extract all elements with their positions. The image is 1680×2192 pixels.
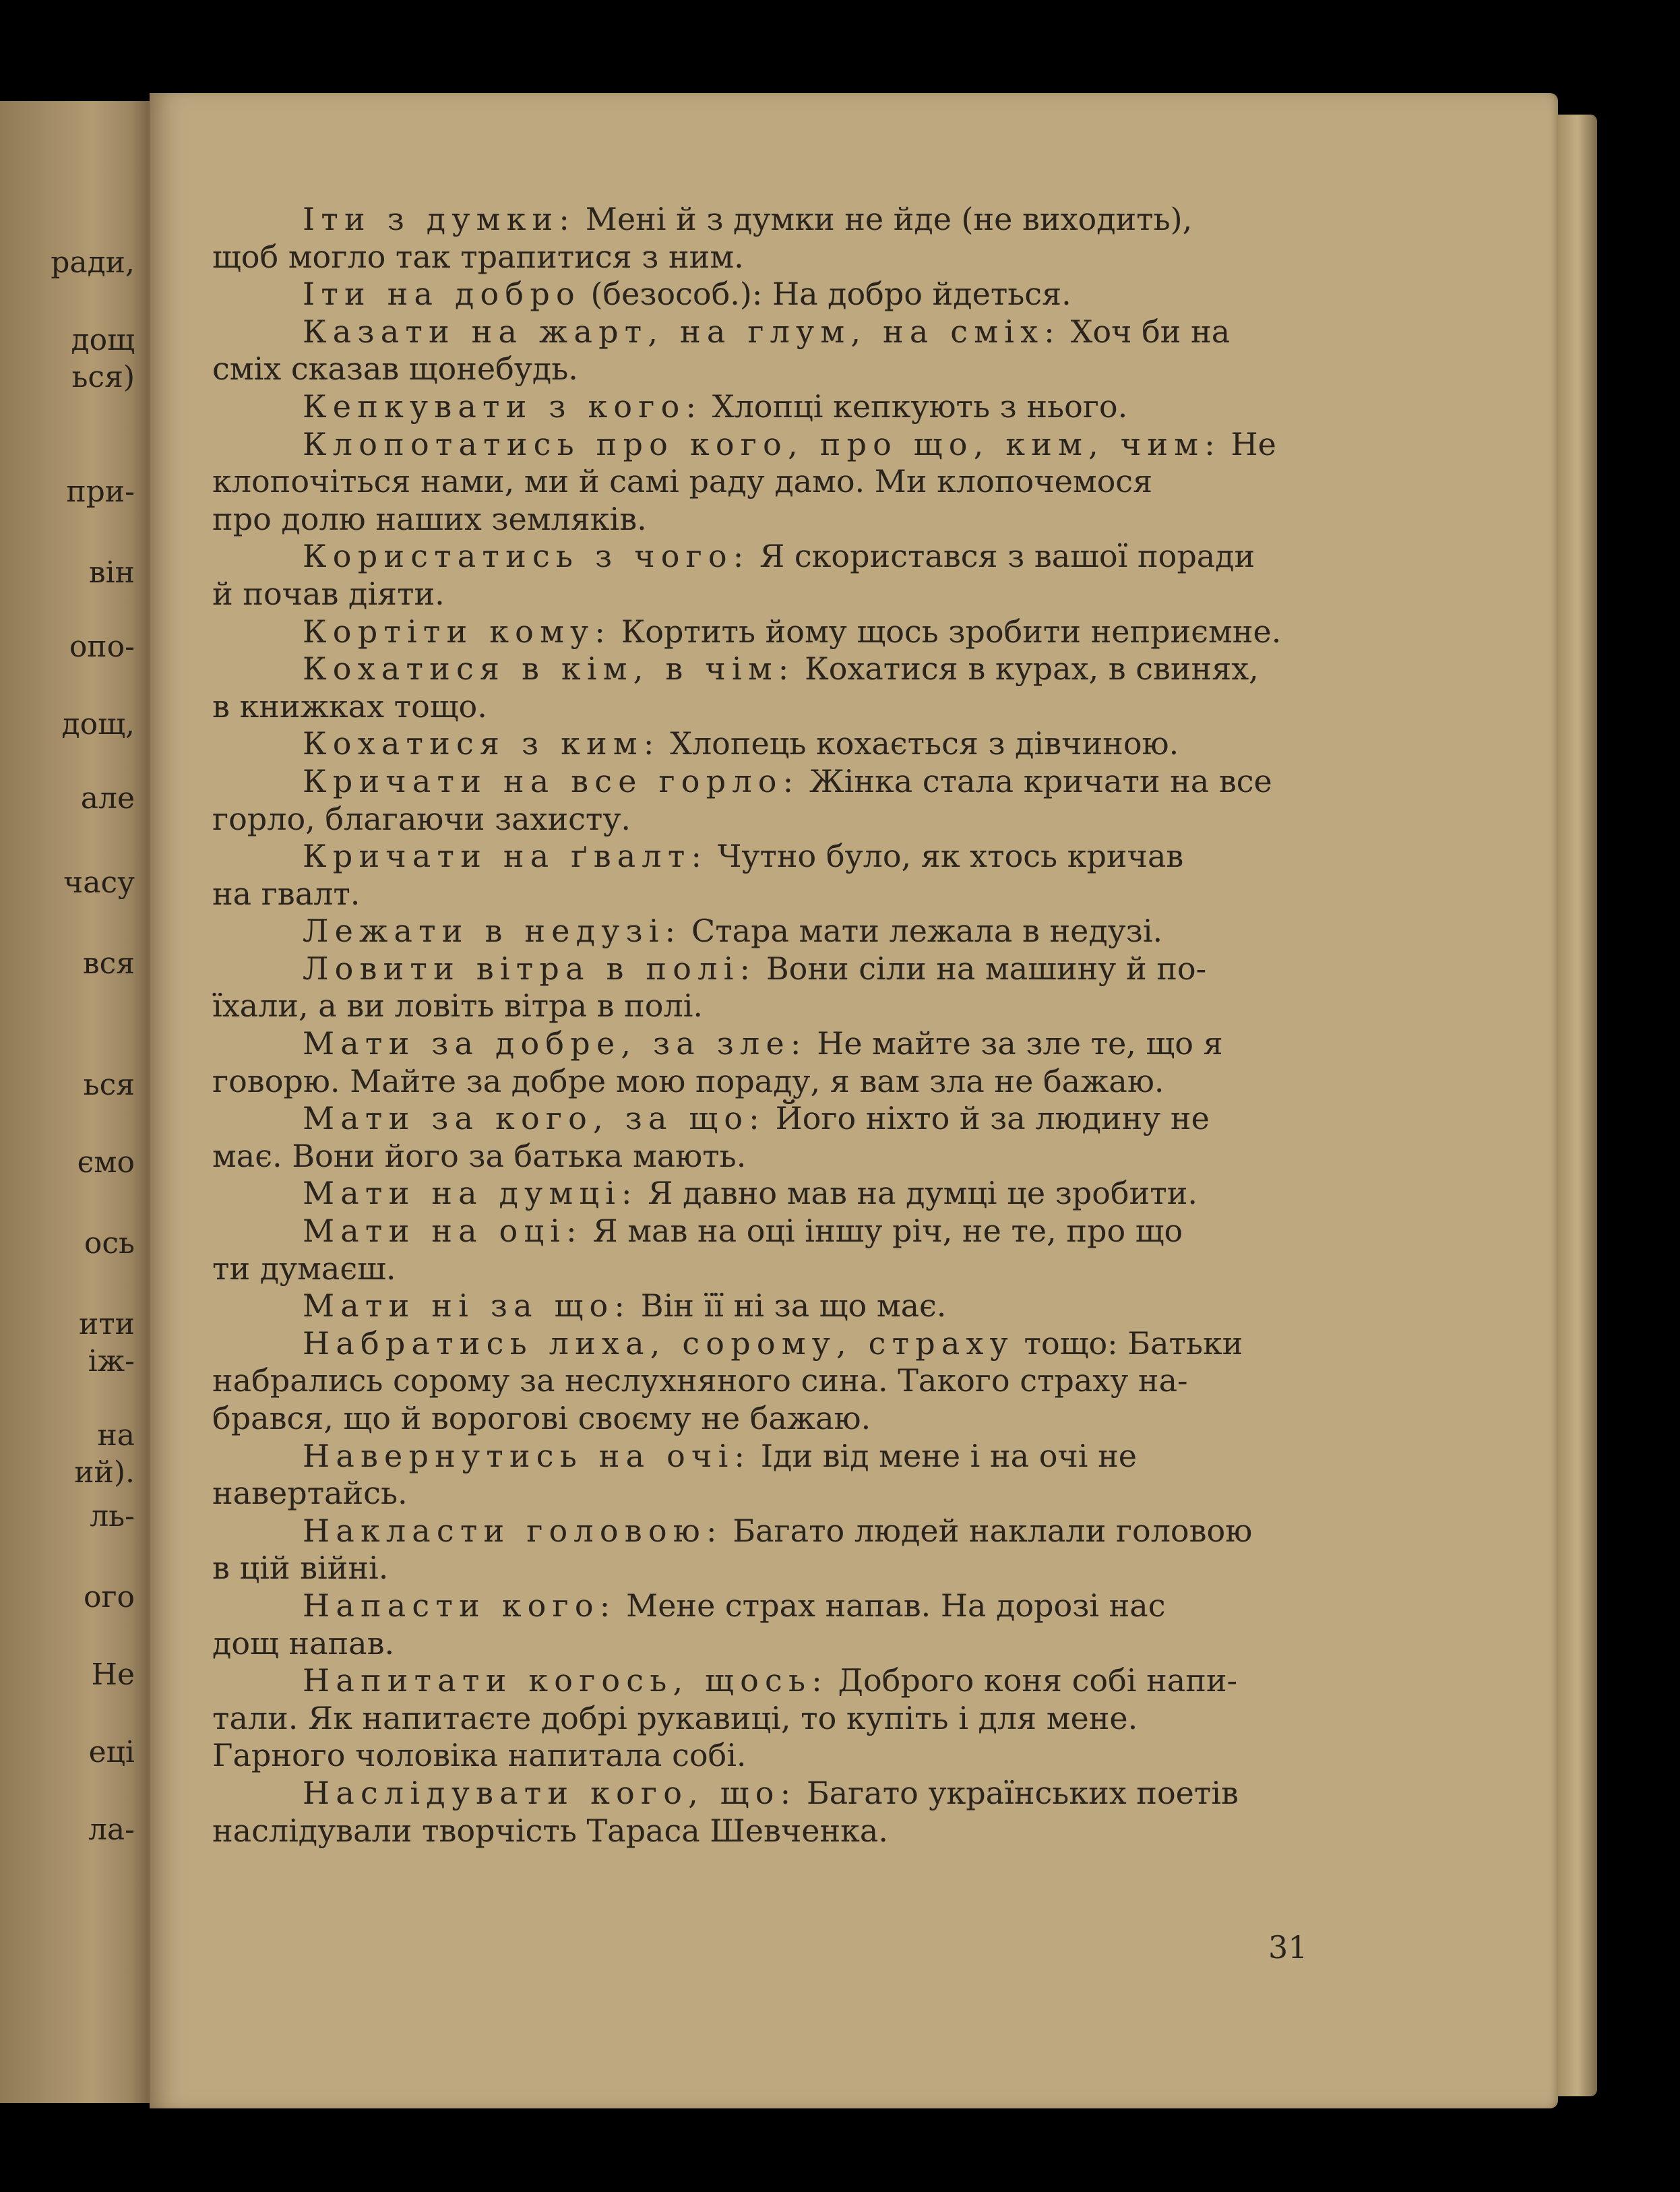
entry-text: дощ напав. [212,1624,395,1662]
entry-headword: Кричати на ґвалт: [303,838,708,875]
entry-text: Не майте за зле те, що я [817,1025,1223,1062]
entry-headword: Мати на оці: [303,1213,583,1250]
entry-line [212,1625,1317,1663]
left-page-fragment: на [97,1419,135,1453]
entry-text: Стара мати лежала в недузі. [691,913,1163,950]
entry-headword: Мати за кого, за що: [303,1100,766,1137]
entry-headword: Наслідувати кого, що: [303,1774,797,1811]
left-page-fragment: але [80,782,135,816]
entry-headword: Іти з думки: [303,201,576,237]
entry-headword: Напитати когось, щось: [303,1662,828,1699]
left-page-fragment: ого [83,1581,135,1614]
left-page-fragment: Не [91,1658,135,1692]
entry-first-line [212,1025,1317,1063]
dictionary-text [212,201,1317,1850]
entry-line [212,1475,1317,1513]
entry-line [212,1138,1317,1176]
entry-text: клопочіться нами, ми й самі раду дамо. Ми клопочемося [212,463,1153,500]
entry-first-line [212,388,1317,426]
left-page-fragment: опо- [69,630,135,664]
entry-first-line [212,1325,1317,1363]
left-page-fragment: ься [83,1068,135,1102]
entry-text: Доброго коня собі напи- [838,1662,1238,1699]
left-page-fragment: ла- [88,1813,135,1847]
entry-first-line [212,763,1317,801]
left-page-fragment: часу [63,866,135,900]
entry-text: Хоч би на [1070,313,1231,350]
entry-text: Він її ні за що має. [640,1287,947,1325]
entry-text: Хлопець кохається з дівчиною. [670,725,1179,762]
entry-first-line [212,538,1317,576]
entry-first-line [212,1775,1317,1813]
entry-line [212,876,1317,913]
entry-text: Багато українських поетів [806,1774,1239,1811]
entry-text: Я скористався з вашої поради [759,538,1255,575]
left-page-fragment: ься) [71,361,135,394]
page-edge [1558,115,1597,2096]
entry-headword: Кепкувати з кого: [303,388,703,425]
entry-first-line [212,913,1317,950]
left-page-fragment: ий). [74,1456,135,1490]
entry-text: Його ніхто й за людину не [775,1100,1210,1137]
entry-line [212,1813,1317,1850]
entry-first-line [212,1100,1317,1138]
entry-text: щоб могло так трапитися з ним. [212,238,744,275]
entry-first-line [212,201,1317,239]
entry-headword: Мати на думці: [303,1175,638,1212]
entry-headword: Користатись з чого: [303,538,750,575]
entry-text: Вони сіли на машину й по- [766,950,1207,987]
entry-first-line [212,313,1317,351]
entry-text: в книжках тощо. [212,688,487,725]
left-page-fragment: вся [82,947,135,981]
entry-text: Хлопці кепкують з нього. [712,388,1128,425]
entry-text: має. Вони його за батька мають. [212,1137,747,1174]
entry-text: Багато людей наклали головою [733,1512,1253,1549]
entry-headword: Навернутись на очі: [303,1437,751,1474]
entry-text: сміх сказав щонебудь. [212,351,578,388]
entry-line [212,1737,1317,1775]
entry-headword: Напасти кого: [303,1587,617,1624]
entry-text: (безособ.): На добро йдеться. [590,276,1071,313]
page-number: 31 [1268,1929,1308,1966]
entry-text: їхали, а ви ловіть вітра в полі. [212,987,704,1025]
entry-text: набрались сорому за неслухняного сина. Такого страху на- [212,1362,1188,1399]
entry-line [212,688,1317,726]
entry-headword: Набратись лиха, сорому, страху [303,1325,1014,1362]
entry-headword: Казати на жарт, на глум, на сміх: [303,313,1061,350]
entry-headword: Кохатися в кім, в чім: [303,650,795,688]
entry-text: в цій війні. [212,1550,389,1587]
entry-line [212,351,1317,388]
entry-headword: Клопотатись про кого, про що, ким, чим: [303,425,1221,462]
entry-line [212,501,1317,539]
left-page-fragment: ради, [51,246,135,280]
entry-line [212,1362,1317,1400]
left-page [0,101,155,2103]
entry-headword: Ловити вітра в полі: [303,950,757,987]
entry-text: Кортить йому щось зробити неприємне. [621,613,1282,650]
entry-text: брався, що й ворогові своєму не бажаю. [212,1400,871,1436]
entry-text: Чутно було, як хтось кричав [717,838,1184,875]
entry-line [212,801,1317,839]
entry-text: навертайсь. [212,1475,408,1512]
left-page-fragment: дощ, [61,708,135,741]
entry-headword: Іти на добро [303,276,581,313]
entry-text: Гарного чоловіка напитала собі. [212,1737,747,1774]
entry-first-line [212,1662,1317,1700]
entry-headword: Лежати в недузі: [303,913,682,950]
left-page-fragment: ити [79,1308,135,1341]
entry-line [212,463,1317,501]
entry-headword: Кричати на все горло: [303,762,800,799]
left-page-fragment: іж- [88,1345,135,1378]
entry-line [212,1550,1317,1587]
entry-text: говорю. Майте за добре мою пораду, я вам зла не бажаю. [212,1062,1164,1099]
entry-text: Мені й з думки не йде (не виходить), [585,201,1193,237]
entry-line [212,1250,1317,1288]
entry-text: про долю наших земляків. [212,500,647,537]
entry-text: ти думаєш. [212,1250,396,1287]
entry-headword: Накласти головою: [303,1512,723,1549]
entry-text: Іди від мене і на очі не [760,1437,1138,1474]
entry-text: й почав діяти. [212,575,445,612]
entry-text: Жінка стала кричати на все [809,762,1272,799]
left-page-fragment: ось [84,1227,135,1260]
entry-headword: Мати за добре, за зле: [303,1025,807,1062]
left-page-fragment: при- [66,475,135,509]
entry-first-line [212,426,1317,464]
entry-first-line [212,1213,1317,1250]
entry-first-line [212,1587,1317,1625]
entry-text: тощо: Батьки [1024,1325,1243,1362]
entry-text: горло, благаючи захисту. [212,800,631,837]
entry-text: на гвалт. [212,875,361,912]
entry-text: Мене страх напав. На дорозі нас [626,1587,1166,1624]
entry-first-line [212,838,1317,876]
left-page-fragment: ємо [77,1146,135,1180]
left-page-fragment: дощ [71,324,135,357]
entry-text: Не [1231,425,1276,462]
entry-text: Я мав на оці іншу річ, не те, про що [592,1213,1183,1250]
entry-text: наслідували творчість Тараса Шевченка. [212,1812,888,1849]
entry-first-line [212,1175,1317,1213]
entry-first-line [212,650,1317,688]
entry-line [212,576,1317,613]
entry-text: тали. Як напитаєте добрі рукавиці, то купіть і для мене. [212,1699,1138,1736]
entry-headword: Мати ні за що: [303,1287,631,1325]
entry-text: Кохатися в курах, в свинях, [805,650,1259,688]
entry-line [212,1063,1317,1101]
entry-text: Я давно мав на думці це зробити. [648,1175,1198,1212]
entry-first-line [212,613,1317,651]
entry-first-line [212,276,1317,313]
left-page-fragment: ль- [90,1500,135,1533]
entry-first-line [212,1438,1317,1475]
left-page-fragment: він [88,556,135,590]
entry-headword: Кортіти кому: [303,613,612,650]
entry-line [212,1700,1317,1738]
entry-line [212,987,1317,1025]
left-page-fragment: еці [88,1736,135,1769]
entry-first-line [212,725,1317,763]
entry-first-line [212,1513,1317,1550]
entry-headword: Кохатися з ким: [303,725,660,762]
entry-first-line [212,950,1317,988]
entry-line [212,1400,1317,1438]
entry-first-line [212,1287,1317,1325]
entry-line [212,239,1317,276]
